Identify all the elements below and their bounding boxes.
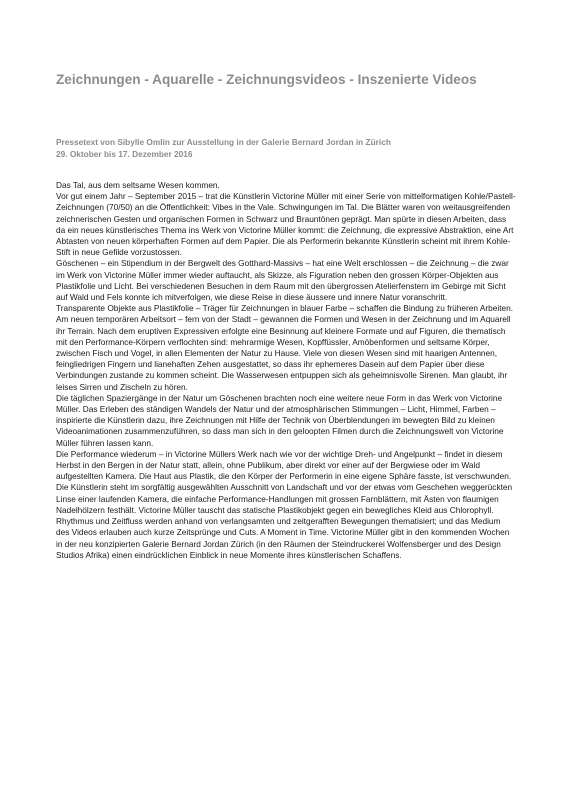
document-subtitle	[56, 136, 536, 160]
body-paragraph: Das Tal, aus dem seltsame Wesen kommen.	[56, 180, 220, 190]
document-title: Zeichnungen - Aquarelle - Zeichnungsvideos - Inszenierte Videos	[56, 72, 477, 87]
body-paragraph: Die Performance wiederum – in Victorine Müllers Werk nach wie vor der wichtige Dreh- und Angelpunkt – findet in diesem Herbst in den Bergen in der Natur statt, allein, ohne Publikum, aber direkt vor einer auf der Bergwiese oder im Wald aufgestellten Kamera. Die Haut aus Plastik, die den Körper der Performerin in eine eigene Sphäre fasste, ist verschwunden. Die Künstlerin steht im sorgfältig ausgewählten Ausschnitt von Landschaft und vor der etwas vom Geschehen weggerückten Linse einer laufenden Kamera, die einfache Performance-Handlungen mit grossen Farnblättern, mit Ästen von flaumigen Nadelhölzern festhält. Victorine Müller tauscht das statische Plastikobjekt gegen ein bewegliches Kleid aus Chlorophyll. Rhythmus und Zeitfluss werden anhand von verlangsamten und zeitgerafften Bewegungen thematisiert; und das Medium des Videos erlauben auch kurze Zeitsprünge und Cuts. A Moment in Time. Victorine Müller gibt in den kommenden Wochen in der neu konzipierten Galerie Bernard Jordan Zürich (in den Räumen der Steindruckerei Wolfensberger und des Design Studios Afrika) einen eindrücklichen Einblick in neue Momente ihres künstlerischen Schaffens.	[56, 448, 513, 560]
body-paragraph: Am neuen temporären Arbeitsort – fern von der Stadt – gewannen die Formen und Wesen in der Zeichnung und im Aquarell ihr Terrain. Nach dem eruptiven Expressiven erfolgte eine Besinnung auf kleinere Formate und auf Figuren, die thematisch mit den Performance-Körpern verflochten sind: mehrarmige Wesen, Kopffüssler, Amöbenformen und seltsame Körper, zwischen Fisch und Vogel, in allen Elementen der Natur zu Hause. Viele von diesen Wesen sind mit haarigen Antennen, feingliedrigen Fingern und lianehaften Zehen ausgestattet, so dass ihr ephemeres Dasein auf dem Papier über diese Verbindungen zustande zu kommen scheint. Die Wasserwesen entpuppen sich als geheimnisvolle Sirenen. Man glaubt, ihr leises Sirren und Zischeln zu hören.	[56, 314, 511, 392]
body-paragraph: Göschenen – ein Stipendium in der Bergwelt des Gotthard-Massivs – hat eine Welt erschlossen – die Zeichnung – die zwar im Werk von Victorine Müller immer wieder auftaucht, als Skizze, als Figuration neben den grossen Körper-Objekten aus Plastikfolie und Licht. Bei verschiedenen Besuchen in dem Raum mit den übergrossen Atelierfenstern im Gebirge mit Sicht auf Wald und Fels konnte ich mitverfolgen, wie diese Reise in diese äussere und innere Natur voranschritt.	[56, 258, 509, 303]
subtitle-dates: 29. Oktober bis 17. Dezember 2016	[56, 149, 193, 159]
body-paragraph: Vor gut einem Jahr – September 2015 – trat die Künstlerin Victorine Müller mit einer Serie von mittelformatigen Kohle/Pastell-Zeichnungen (70/50) an die Öffentlichkeit: Vibes in the Vale. Schwingungen im Tal. Die Blätter waren von weitausgreifenden zeichnerischen Gesten und organischen Formen in Schwarz und Brauntönen geprägt. Man spürte in diesen Arbeiten, dass da ein neues künstlerisches Thema ins Werk von Victorine Müller kommt: die Zeichnung, die expressive Abstraktion, eine Art Abtasten von neuen körperhaften Formen auf dem Papier. Die als Performerin bekannte Künstlerin scheint mit ihrem Kohle-Stift in neue Gefilde vorzustossen.	[56, 191, 516, 258]
body-paragraph: Die täglichen Spaziergänge in der Natur um Göschenen brachten noch eine weitere neue Form in das Werk von Victorine Müller. Das Erleben des ständigen Wandels der Natur und der atmosphärischen Stimmungen – Licht, Himmel, Farben – inspirierte die Künstlerin dazu, ihre Zeichnungen mit Hilfe der Technik von Überblendungen im bewegten Bild zu kleinen Videoanimationen zusammenzuführen, so dass man sich in den geloopten Filmen durch die Zeichnungswelt von Victorine Müller führen lassen kann.	[56, 392, 504, 448]
body-text	[56, 180, 516, 561]
subtitle-press-text: Pressetext von Sibylle Omlin zur Ausstellung in der Galerie Bernard Jordan in Zürich	[56, 137, 391, 147]
body-paragraph: Transparente Objekte aus Plastikfolie – Träger für Zeichnungen in blauer Farbe – schaffen die Bindung zu früheren Arbeiten.	[56, 303, 514, 314]
